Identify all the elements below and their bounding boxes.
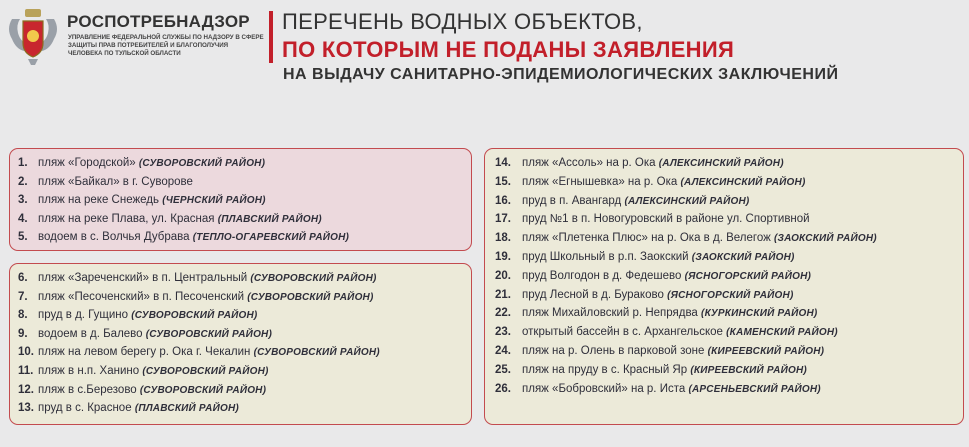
list-item — [18, 288, 380, 307]
title-line-3: НА ВЫДАЧУ САНИТАРНО-ЭПИДЕМИОЛОГИЧЕСКИХ ЗАКЛЮЧЕНИЙ — [283, 66, 839, 83]
item-number: 3. — [18, 194, 28, 207]
water-bodies-group-3 — [484, 148, 964, 425]
item-name: пляж «Байкал» в г. Суворове — [38, 175, 193, 188]
item-name: пруд в д. Гущино — [38, 309, 129, 322]
item-number: 4. — [18, 212, 28, 225]
item-number: 10. — [18, 346, 34, 359]
water-bodies-list-3 — [495, 154, 877, 398]
item-district: (СУВОРОВСКИЙ РАЙОН) — [250, 273, 377, 284]
list-item — [495, 304, 877, 323]
list-item — [495, 342, 877, 361]
title-line-1: ПЕРЕЧЕНЬ ВОДНЫХ ОБЪЕКТОВ, — [282, 9, 643, 34]
item-name: пляж «Плетенка Плюс» на р. Ока в д. Велегож — [522, 232, 771, 245]
list-item — [495, 286, 877, 305]
item-number: 16. — [495, 194, 511, 207]
item-district: (ЯСНОГОРСКИЙ РАЙОН) — [667, 289, 794, 301]
item-number: 17. — [495, 213, 511, 226]
item-name: пруд в п. Авангард — [522, 194, 622, 207]
list-item — [495, 361, 877, 380]
list-item — [18, 343, 380, 362]
item-number: 18. — [495, 232, 511, 245]
list-item — [495, 248, 877, 267]
item-district: (АЛЕКСИНСКИЙ РАЙОН) — [658, 158, 784, 169]
title-divider — [269, 11, 273, 63]
item-district: (ПЛАВСКИЙ РАЙОН) — [217, 213, 322, 225]
list-item — [18, 325, 380, 344]
list-item — [18, 362, 380, 381]
list-item — [495, 380, 877, 399]
item-name: пляж на реке Плава, ул. Красная — [38, 212, 215, 225]
item-name: пруд №1 в п. Новогуровский в районе ул. Спортивной — [522, 213, 810, 226]
item-name: открытый бассейн в с. Архангельское — [522, 326, 723, 339]
item-district: (ЗАОКСКИЙ РАЙОН) — [691, 251, 795, 263]
item-district: (СУВОРОВСКИЙ РАЙОН) — [145, 328, 272, 340]
list-item — [18, 154, 349, 173]
item-district: (КУРКИНСКИЙ РАЙОН) — [701, 308, 818, 320]
water-bodies-group-2 — [9, 263, 472, 425]
item-name: пляж на реке Снежедь — [38, 194, 159, 207]
water-bodies-list-1 — [18, 154, 349, 247]
item-name: пляж «Ассоль» на р. Ока — [522, 157, 656, 169]
coat-of-arms-icon — [6, 5, 60, 67]
item-district: (ТЕПЛО-ОГАРЕВСКИЙ РАЙОН) — [192, 232, 350, 244]
item-name: пляж на пруду в с. Красный Яр — [522, 363, 688, 376]
item-number: 19. — [495, 250, 511, 263]
item-number: 22. — [495, 307, 511, 320]
item-district: (АРСЕНЬЕВСКИЙ РАЙОН) — [688, 383, 821, 395]
item-district: (КАМЕНСКИЙ РАЙОН) — [726, 327, 838, 339]
item-number: 24. — [495, 344, 511, 357]
item-district: (СУВОРОВСКИЙ РАЙОН) — [131, 310, 258, 322]
title-line-2: ПО КОТОРЫМ НЕ ПОДАНЫ ЗАЯВЛЕНИЯ — [282, 37, 735, 62]
item-district: (СУВОРОВСКИЙ РАЙОН) — [142, 365, 269, 377]
item-number: 6. — [18, 272, 28, 284]
header — [0, 0, 969, 110]
item-name: пляж «Городской» — [38, 157, 136, 169]
item-name: пруд Волгодон в д. Федешево — [522, 269, 682, 282]
item-name: пруд Лесной в д. Бураково — [522, 288, 664, 301]
list-item — [18, 269, 380, 288]
item-name: пляж на р. Олень в парковой зоне — [522, 344, 705, 357]
item-number: 21. — [495, 288, 511, 301]
item-number: 15. — [495, 175, 511, 188]
item-number: 8. — [18, 309, 28, 322]
item-district: (КИРЕЕВСКИЙ РАЙОН) — [690, 364, 807, 376]
list-item — [18, 210, 349, 229]
item-name: пляж в н.п. Ханино — [38, 364, 140, 377]
item-number: 1. — [18, 157, 28, 169]
item-number: 7. — [18, 290, 28, 303]
item-name: пляж «Бобровский» на р. Иста — [522, 382, 686, 395]
item-name: пляж «Зареченский» в п. Центральный — [38, 272, 248, 284]
item-district: (СУВОРОВСКИЙ РАЙОН) — [139, 384, 267, 396]
list-item — [18, 191, 349, 210]
item-number: 11. — [18, 364, 34, 377]
list-item — [495, 229, 877, 248]
item-number: 9. — [18, 327, 28, 340]
org-name: РОСПОТРЕБНАДЗОР — [67, 12, 250, 31]
list-item — [18, 399, 380, 418]
item-name: пляж Михайловский р. Непрядва — [522, 307, 698, 320]
item-district: (СУВОРОВСКИЙ РАЙОН) — [247, 291, 374, 303]
list-item — [18, 381, 380, 400]
item-district: (СУВОРОВСКИЙ РАЙОН) — [253, 347, 380, 359]
item-name: водоем в д. Балево — [38, 327, 143, 340]
list-item — [495, 323, 877, 342]
item-number: 23. — [495, 326, 511, 339]
org-description: УПРАВЛЕНИЕ ФЕДЕРАЛЬНОЙ СЛУЖБЫ ПО НАДЗОРУ В СФЕРЕ ЗАЩИТЫ ПРАВ ПОТРЕБИТЕЛЕЙ И БЛАГОПОЛУЧИЯ ЧЕЛОВЕКА ПО ТУЛЬСКОЙ ОБЛАСТИ — [68, 34, 264, 57]
list-item — [495, 173, 877, 192]
item-district: (ЯСНОГОРСКИЙ РАЙОН) — [684, 270, 812, 282]
item-number: 26. — [495, 382, 511, 395]
item-name: пруд Школьный в р.п. Заокский — [522, 250, 689, 263]
water-bodies-group-1 — [9, 148, 472, 251]
list-item — [495, 210, 877, 229]
item-name: пляж в с.Березово — [38, 383, 137, 396]
list-item — [18, 173, 349, 192]
list-item — [495, 154, 877, 173]
item-name: пруд в с. Красное — [38, 402, 132, 415]
item-number: 14. — [495, 157, 511, 169]
item-district: (ПЛАВСКИЙ РАЙОН) — [134, 403, 239, 415]
list-item — [18, 306, 380, 325]
item-name: водоем в с. Волчья Дубрава — [38, 231, 190, 244]
item-district: (КИРЕЕВСКИЙ РАЙОН) — [707, 345, 825, 357]
item-number: 20. — [495, 269, 511, 282]
item-district: (СУВОРОВСКИЙ РАЙОН) — [138, 158, 266, 169]
item-number: 25. — [495, 363, 511, 376]
item-name: пляж «Песоченский» в п. Песоченский — [38, 290, 245, 303]
item-number: 2. — [18, 175, 28, 188]
item-district: (ЗАОКСКИЙ РАЙОН) — [774, 233, 877, 245]
item-number: 12. — [18, 383, 34, 396]
item-name: пляж «Егнышевка» на р. Ока — [522, 175, 678, 188]
list-item — [18, 228, 349, 247]
list-item — [495, 267, 877, 286]
item-district: (АЛЕКСИНСКИЙ РАЙОН) — [680, 176, 806, 188]
item-district: (АЛЕКСИНСКИЙ РАЙОН) — [624, 195, 750, 207]
item-number: 13. — [18, 402, 34, 415]
item-number: 5. — [18, 231, 28, 244]
list-item — [495, 192, 877, 211]
water-bodies-list-2 — [18, 269, 380, 418]
item-district: (ЧЕРНСКИЙ РАЙОН) — [162, 195, 266, 207]
item-name: пляж на левом берегу р. Ока г. Чекалин — [38, 346, 251, 359]
